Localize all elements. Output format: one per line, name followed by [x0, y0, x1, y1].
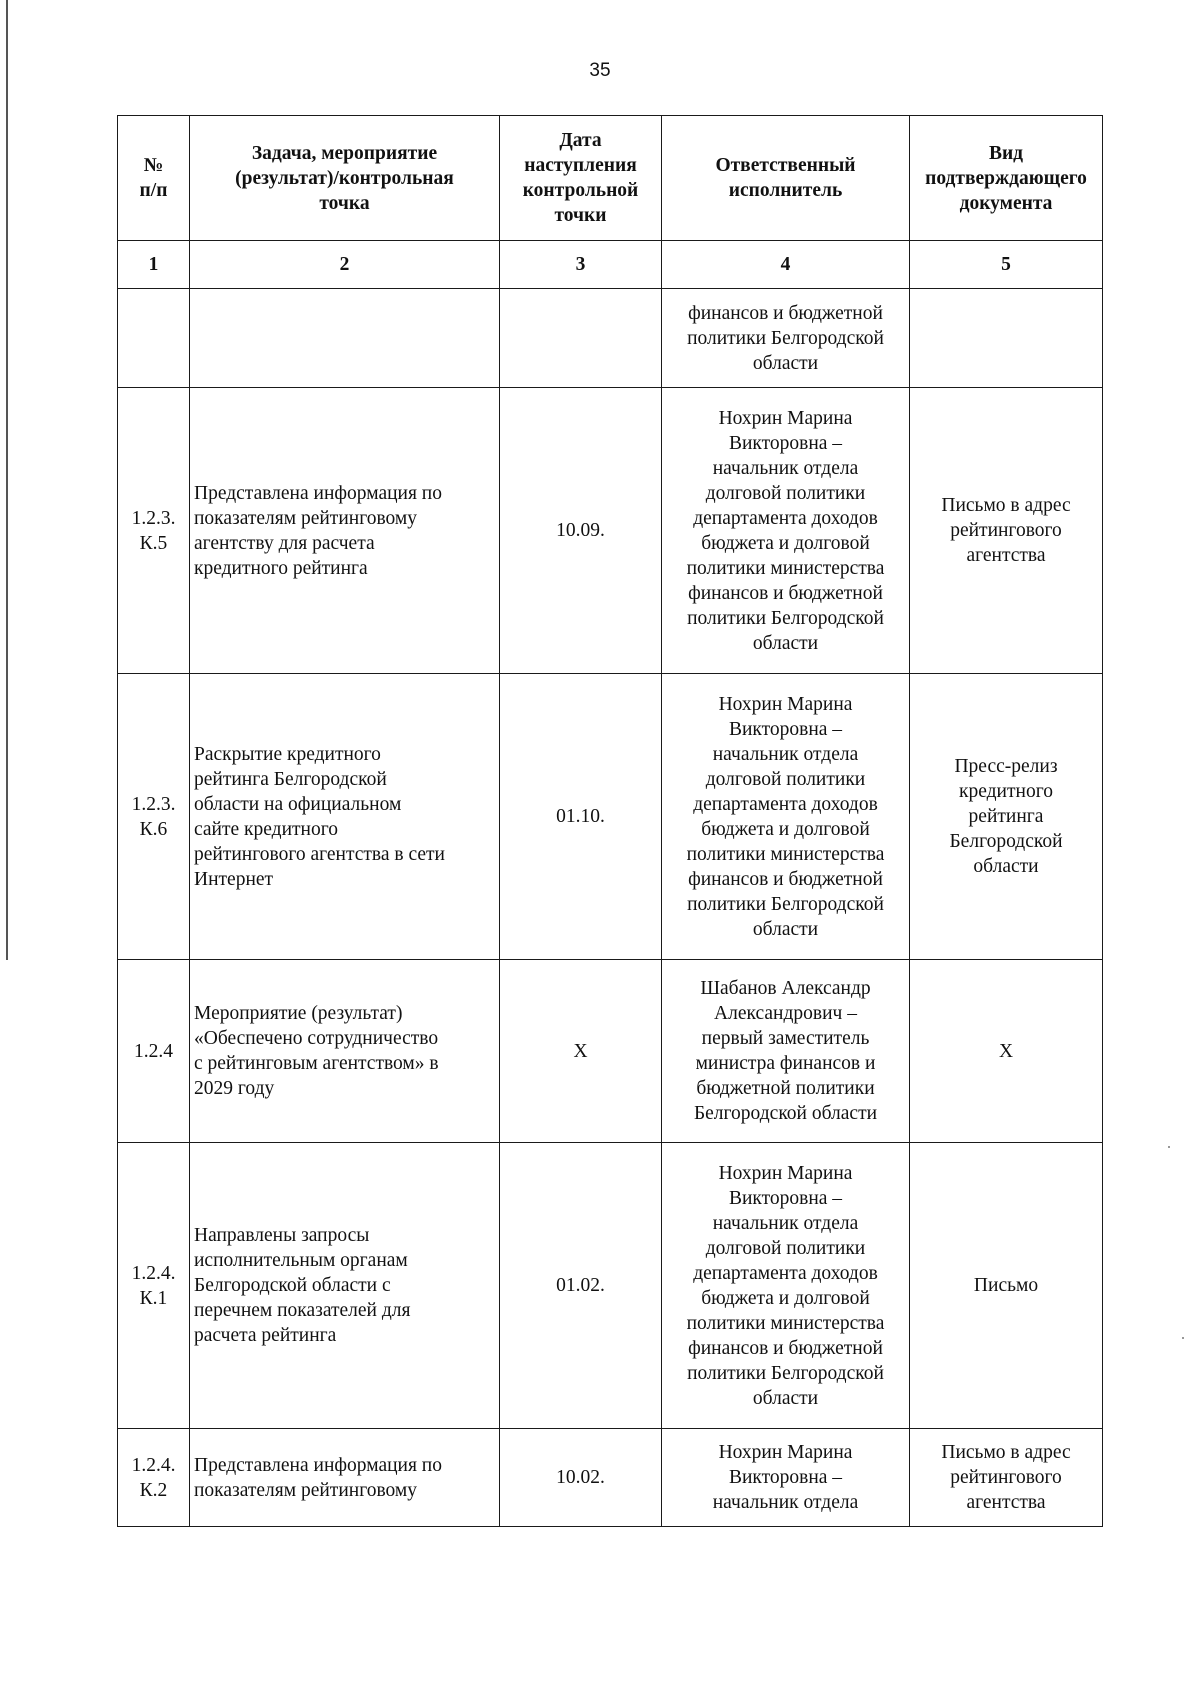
row-number: [118, 289, 190, 388]
row-responsible: Нохрин Марина Викторовна – начальник отдела долговой политики департамента доходов бюджета и долговой политики министерства финансов и бюджетной политики Белгородской области: [662, 674, 910, 960]
column-number: 5: [910, 241, 1103, 289]
row-task: Направлены запросы исполнительным органам Белгородской области с перечнем показателей для расчета рейтинга: [190, 1143, 500, 1429]
row-date: 10.02.: [500, 1429, 662, 1527]
row-number: 1.2.4. К.2: [118, 1429, 190, 1527]
row-date: [500, 289, 662, 388]
column-number: 3: [500, 241, 662, 289]
header-task: Задача, мероприятие (результат)/контрольная точка: [190, 116, 500, 241]
row-date: 10.09.: [500, 388, 662, 674]
row-number: 1.2.3. К.5: [118, 388, 190, 674]
row-responsible: финансов и бюджетной политики Белгородской области: [662, 289, 910, 388]
row-task: Представлена информация по показателям рейтинговому агентству для расчета кредитного рейтинга: [190, 388, 500, 674]
row-date: 01.10.: [500, 674, 662, 960]
row-document-type: [910, 289, 1103, 388]
row-document-type: Письмо: [910, 1143, 1103, 1429]
row-responsible: Нохрин Марина Викторовна – начальник отдела долговой политики департамента доходов бюджета и долговой политики министерства финансов и бюджетной политики Белгородской области: [662, 1143, 910, 1429]
row-document-type: Пресс-релиз кредитного рейтинга Белгородской области: [910, 674, 1103, 960]
header-document-type: Вид подтверждающего документа: [910, 116, 1103, 241]
row-date: 01.02.: [500, 1143, 662, 1429]
table-row: [118, 289, 1103, 388]
column-numbers-row: [118, 241, 1103, 289]
header-date: Дата наступления контрольной точки: [500, 116, 662, 241]
table-row: [118, 388, 1103, 674]
table-row: [118, 960, 1103, 1143]
page-number: 35: [589, 60, 611, 81]
table-row: [118, 1143, 1103, 1429]
column-number: 2: [190, 241, 500, 289]
row-task: Раскрытие кредитного рейтинга Белгородской области на официальном сайте кредитного рейтингового агентства в сети Интернет: [190, 674, 500, 960]
table-row: [118, 674, 1103, 960]
scan-dot: [1168, 1146, 1170, 1148]
scan-dot: [1182, 1337, 1184, 1339]
row-document-type: X: [910, 960, 1103, 1143]
row-responsible: Нохрин Марина Викторовна – начальник отдела: [662, 1429, 910, 1527]
table-row: [118, 1429, 1103, 1527]
table-header-row: [118, 116, 1103, 241]
row-task: [190, 289, 500, 388]
control-points-table: [117, 115, 1103, 1527]
row-date: X: [500, 960, 662, 1143]
row-responsible: Нохрин Марина Викторовна – начальник отдела долговой политики департамента доходов бюджета и долговой политики министерства финансов и бюджетной политики Белгородской области: [662, 388, 910, 674]
header-number: № п/п: [118, 116, 190, 241]
row-number: 1.2.3. К.6: [118, 674, 190, 960]
scan-left-edge-line: [6, 0, 8, 960]
row-task: Представлена информация по показателям рейтинговому: [190, 1429, 500, 1527]
header-responsible: Ответственный исполнитель: [662, 116, 910, 241]
row-responsible: Шабанов Александр Александрович – первый заместитель министра финансов и бюджетной политики Белгородской области: [662, 960, 910, 1143]
row-number: 1.2.4. К.1: [118, 1143, 190, 1429]
row-document-type: Письмо в адрес рейтингового агентства: [910, 1429, 1103, 1527]
column-number: 4: [662, 241, 910, 289]
row-task: Мероприятие (результат) «Обеспечено сотрудничество с рейтинговым агентством» в 2029 году: [190, 960, 500, 1143]
column-number: 1: [118, 241, 190, 289]
row-document-type: Письмо в адрес рейтингового агентства: [910, 388, 1103, 674]
row-number: 1.2.4: [118, 960, 190, 1143]
